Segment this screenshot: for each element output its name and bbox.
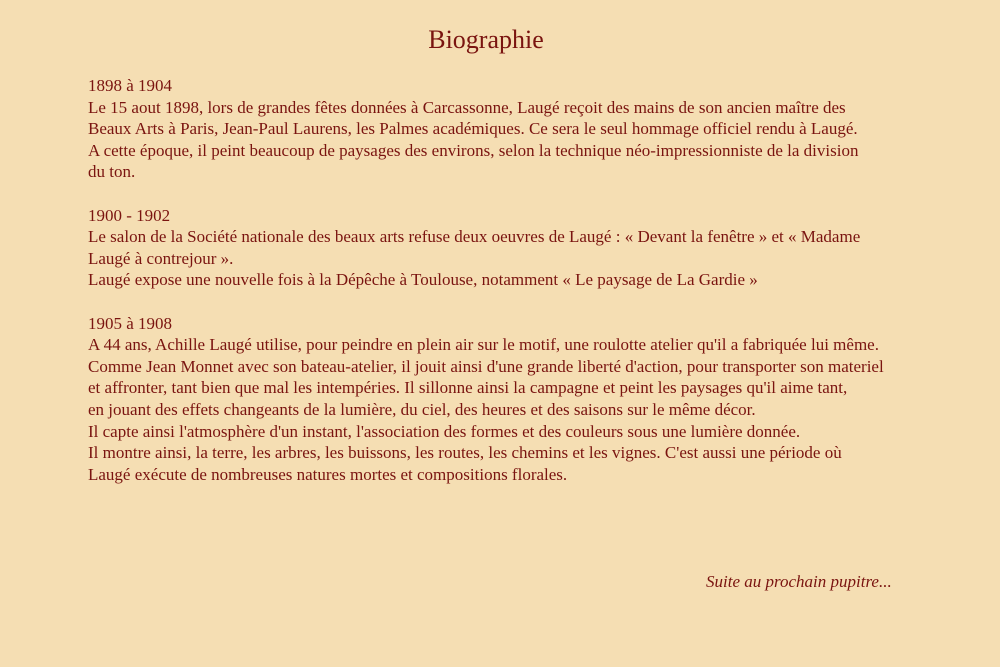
section-heading: 1900 - 1902 — [88, 205, 171, 225]
section-line: A cette époque, il peint beaucoup de paysages des environs, selon la technique néo-impressionniste de la division — [88, 140, 859, 160]
page-title: Biographie — [428, 25, 544, 54]
section-1905-1908 — [88, 313, 983, 486]
section-line: et affronter, tant bien que mal les intempéries. Il sillonne ainsi la campagne et peint les paysages qu'il aime tant, — [88, 378, 848, 398]
section-line: Le salon de la Société nationale des beaux arts refuse deux oeuvres de Laugé : « Devant la fenêtre » et « Madame — [88, 227, 861, 247]
section-line: Laugé à contrejour ». — [88, 248, 234, 268]
biography-content — [88, 75, 983, 507]
next-page-link[interactable]: Suite au prochain pupitre... — [706, 572, 892, 591]
section-1898-1904 — [88, 75, 983, 183]
section-line: A 44 ans, Achille Laugé utilise, pour peindre en plein air sur le motif, une roulotte atelier qu'il a fabriquée lui même. — [88, 335, 879, 355]
section-1900-1902 — [88, 205, 983, 291]
section-line: Laugé expose une nouvelle fois à la Dépêche à Toulouse, notamment « Le paysage de La Gardie » — [88, 270, 758, 290]
section-line: Il capte ainsi l'atmosphère d'un instant, l'association des formes et des couleurs sous une lumière donnée. — [88, 421, 801, 441]
section-line: Beaux Arts à Paris, Jean-Paul Laurens, les Palmes académiques. Ce sera le seul hommage officiel rendu à Laugé. — [88, 119, 858, 139]
section-line: Comme Jean Monnet avec son bateau-atelier, il jouit ainsi d'une grande liberté d'action, pour transporter son materiel — [88, 356, 884, 376]
section-line: en jouant des effets changeants de la lumière, du ciel, des heures et des saisons sur le même décor. — [88, 399, 756, 419]
section-heading: 1898 à 1904 — [88, 76, 173, 95]
section-line: Le 15 aout 1898, lors de grandes fêtes données à Carcassonne, Laugé reçoit des mains de son ancien maître des — [88, 97, 846, 117]
section-heading: 1905 à 1908 — [88, 313, 173, 333]
section-line: Laugé exécute de nombreuses natures mortes et compositions florales. — [88, 464, 568, 484]
section-line: Il montre ainsi, la terre, les arbres, les buissons, les routes, les chemins et les vignes. C'est aussi une période où — [88, 443, 842, 463]
section-line: du ton. — [88, 162, 136, 182]
